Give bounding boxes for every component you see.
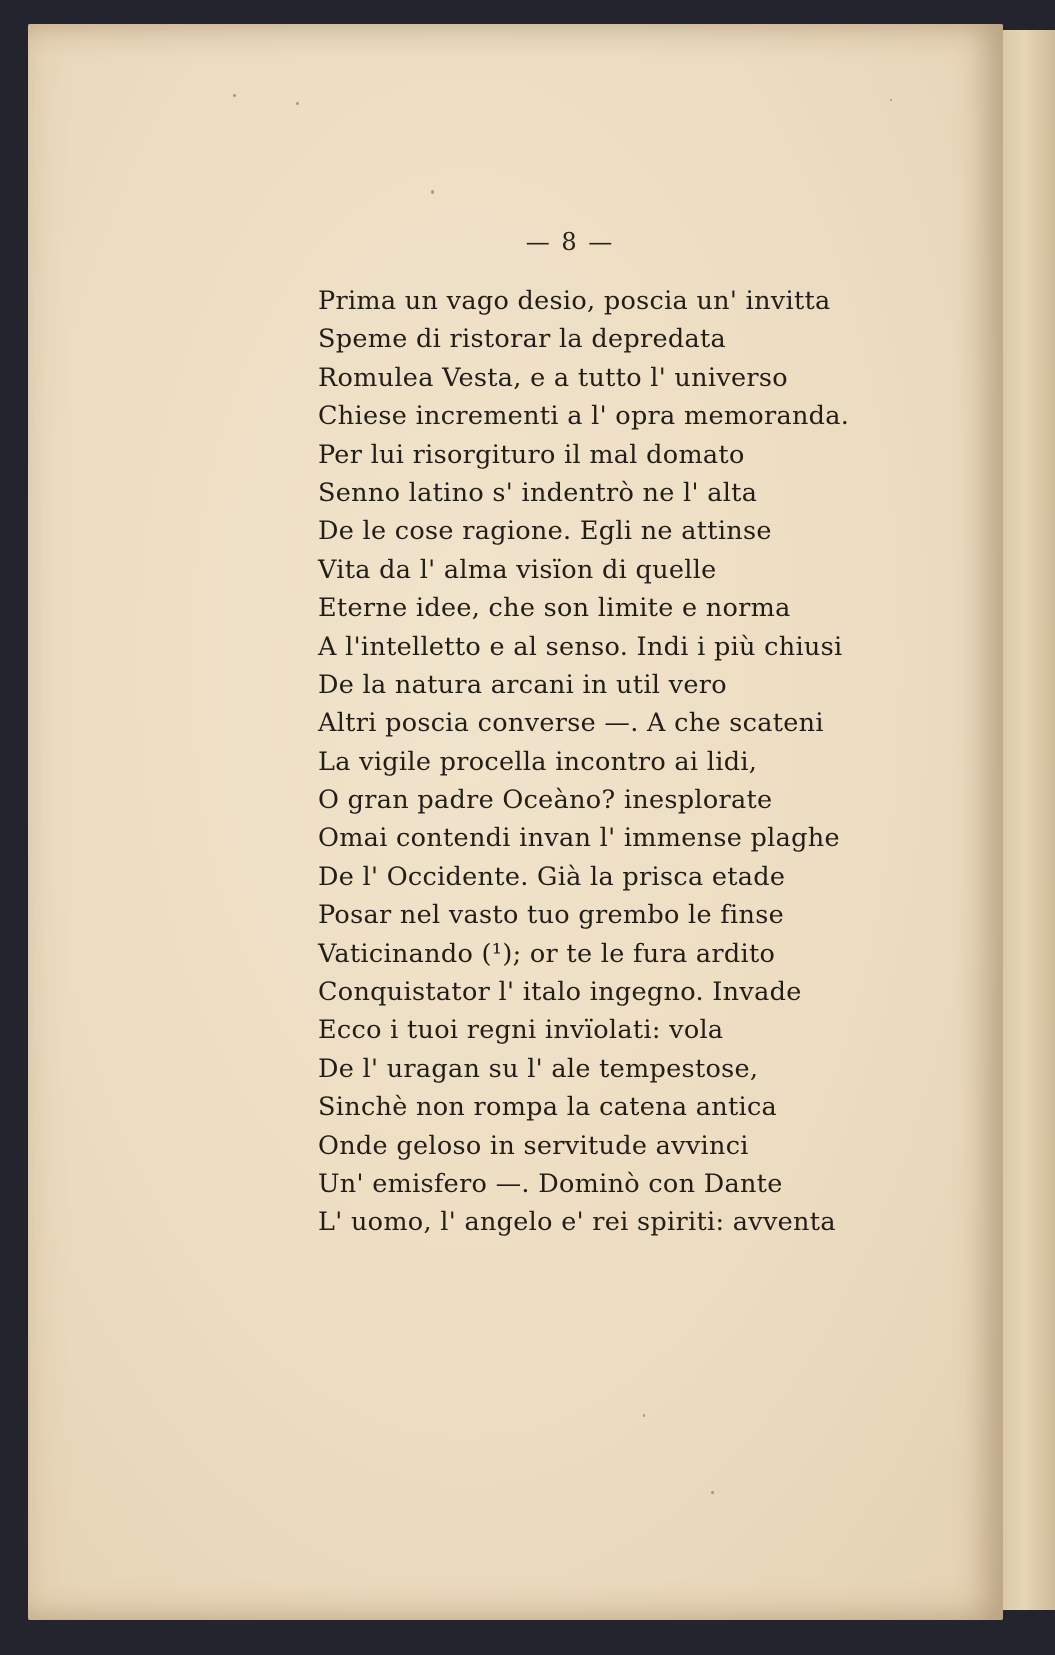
verse-line: De le cose ragione. Egli ne attinse <box>318 516 772 547</box>
verse-line: De la natura arcani in util vero <box>318 669 727 700</box>
verse-line: Posar nel vasto tuo grembo le finse <box>318 900 784 931</box>
verse-line: Ecco i tuoi regni invïolati: vola <box>318 1015 724 1046</box>
paper-speck <box>296 102 299 105</box>
paper-speck <box>890 99 892 101</box>
verse-line: A l'intelletto e al senso. Indi i più chiusi <box>318 631 843 662</box>
verse-line: Conquistator l' italo ingegno. Invade <box>318 977 802 1008</box>
verse-line: Eterne idee, che son limite e norma <box>318 593 791 624</box>
verse-line: Altri poscia converse —. A che scateni <box>318 708 824 739</box>
page-number: — 8 — <box>525 228 615 256</box>
verse-line: Onde geloso in servitude avvinci <box>318 1130 749 1161</box>
verse-line: Vita da l' alma visïon di quelle <box>318 554 717 585</box>
verse-line: Un' emisfero —. Dominò con Dante <box>318 1168 783 1199</box>
verse-line: L' uomo, l' angelo e' rei spiriti: avventa <box>318 1207 836 1238</box>
verse-line: Chiese incrementi a l' opra memoranda. <box>318 401 850 432</box>
paper-speck <box>233 94 236 97</box>
next-page-edge <box>1000 30 1055 1610</box>
verse-line: Senno latino s' indentrò ne l' alta <box>318 477 758 508</box>
poem-text <box>318 282 850 1242</box>
verse-line: Per lui risorgituro il mal domato <box>318 439 745 470</box>
paper-speck <box>711 1491 714 1494</box>
verse-line: Omai contendi invan l' immense plaghe <box>318 823 840 854</box>
verse-line: La vigile procella incontro ai lidi, <box>318 746 758 777</box>
verse-line: O gran padre Oceàno? inesplorate <box>318 785 773 816</box>
verse-line: Vaticinando (¹); or te le fura ardito <box>318 938 776 969</box>
verse-line: Prima un vago desio, poscia un' invitta <box>318 286 831 316</box>
verse-line: Sinchè non rompa la catena antica <box>318 1092 778 1123</box>
paper-speck <box>431 190 434 194</box>
verse-line: De l' uragan su l' ale tempestose, <box>318 1053 759 1084</box>
paper-speck <box>643 1414 645 1417</box>
verse-line: Speme di ristorar la depredata <box>318 324 727 355</box>
verse-line: De l' Occidente. Già la prisca etade <box>318 861 786 892</box>
verse-line: Romulea Vesta, e a tutto l' universo <box>318 362 788 393</box>
